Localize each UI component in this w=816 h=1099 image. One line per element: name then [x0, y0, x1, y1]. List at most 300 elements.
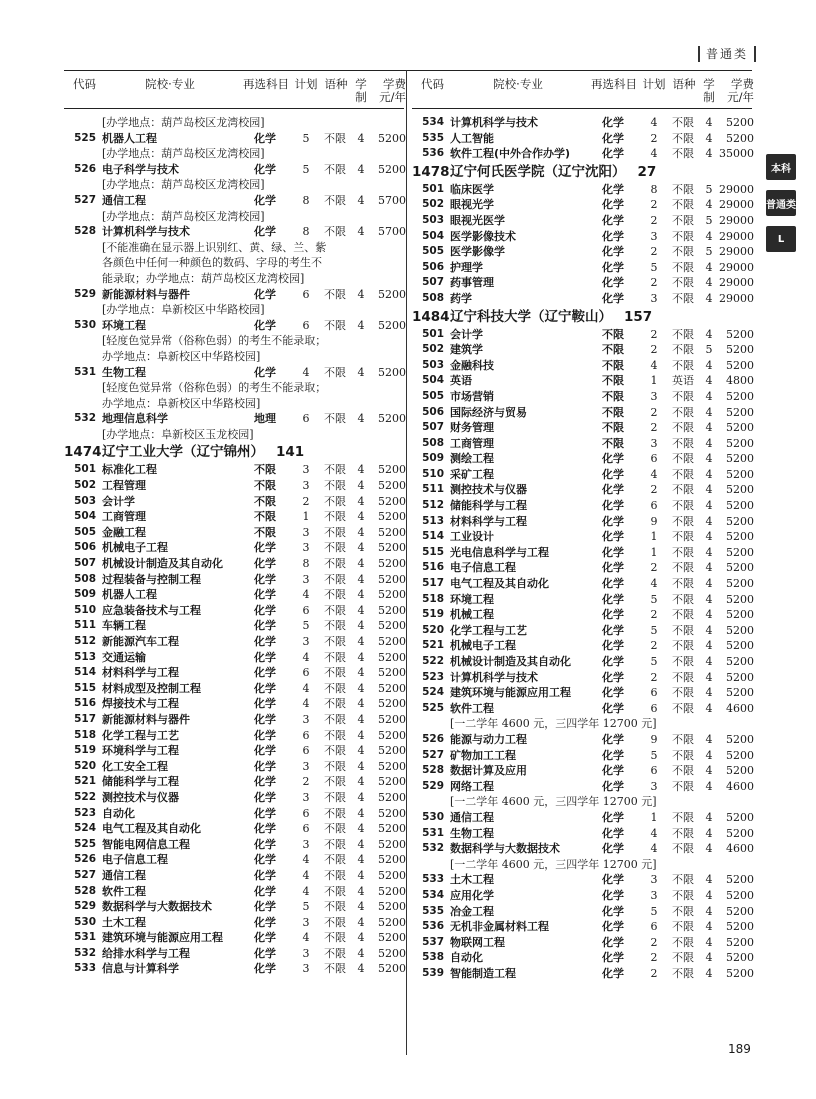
table-row: [64, 915, 404, 931]
major-name: 环境工程: [102, 318, 146, 332]
major-name: 会计学: [102, 494, 135, 508]
plan-count: 2: [650, 561, 658, 575]
major-name: 工商管理: [450, 436, 494, 450]
major-name: 应急装备技术与工程: [102, 603, 201, 617]
major-name: 材料成型及控制工程: [102, 681, 201, 695]
major-code: 531: [422, 826, 444, 839]
major-name: 机器人工程: [102, 588, 157, 602]
major-code: 507: [422, 421, 444, 434]
header-years: 学制: [703, 77, 715, 104]
required-subject: 化学: [254, 744, 276, 758]
plan-count: 5: [650, 623, 658, 637]
study-years: 4: [705, 935, 713, 949]
required-subject: 化学: [602, 842, 624, 856]
table-row: [412, 638, 752, 654]
plan-count: 4: [302, 931, 310, 945]
study-years: 4: [705, 291, 713, 305]
plan-count: 3: [650, 888, 658, 902]
row-note: [一二学年 4600 元，三四学年 12700 元]: [450, 717, 657, 731]
column-header: [412, 78, 752, 109]
table-row: [412, 482, 752, 498]
tuition-fee: 5200: [726, 530, 754, 544]
major-name: 机械电子工程: [102, 541, 168, 555]
plan-count: 4: [302, 697, 310, 711]
table-row: [412, 405, 752, 421]
table-row: [412, 810, 752, 826]
required-subject: 化学: [254, 619, 276, 633]
table-row: [412, 763, 752, 779]
plan-count: 3: [302, 463, 310, 477]
language: 不限: [672, 291, 694, 305]
plan-count: 2: [650, 213, 658, 227]
language: 不限: [672, 701, 694, 715]
plan-count: 1: [650, 545, 658, 559]
plan-count: 3: [302, 837, 310, 851]
language: 不限: [324, 131, 346, 145]
required-subject: 化学: [254, 650, 276, 664]
table-row: [412, 229, 752, 245]
tuition-fee: 5200: [378, 681, 406, 695]
required-subject: 化学: [254, 131, 276, 145]
tuition-fee: 5200: [726, 655, 754, 668]
study-years: 4: [357, 806, 365, 820]
major-name: 国际经济与贸易: [450, 405, 527, 419]
tuition-fee: 5200: [726, 327, 754, 341]
major-code: 514: [422, 530, 444, 543]
tuition-fee: 5200: [378, 712, 406, 726]
major-code: 511: [74, 619, 96, 632]
study-years: 4: [357, 946, 365, 960]
major-code: 535: [422, 904, 444, 917]
study-years: 4: [705, 147, 713, 161]
header-language: 语种: [324, 77, 348, 91]
plan-count: 3: [302, 525, 310, 539]
study-years: 4: [705, 577, 713, 591]
plan-count: 3: [302, 962, 310, 976]
plan-count: 3: [302, 635, 310, 648]
header-years: 学制: [355, 77, 367, 104]
study-years: 4: [705, 686, 713, 700]
tuition-fee: 5200: [378, 635, 406, 648]
plan-count: 3: [650, 291, 658, 305]
language: 不限: [324, 822, 346, 836]
header-subject: 再选科目: [243, 77, 289, 91]
plan-count: 6: [302, 822, 310, 836]
tuition-fee: 5200: [378, 759, 406, 773]
language: 不限: [672, 260, 694, 274]
major-name: 护理学: [450, 260, 483, 274]
major-code: 511: [422, 483, 444, 496]
study-years: 4: [705, 530, 713, 544]
study-years: 4: [705, 904, 713, 918]
table-row: [64, 930, 404, 946]
table-row: [412, 904, 752, 920]
table-row: [412, 275, 752, 291]
table-row: [412, 685, 752, 701]
major-code: 517: [422, 577, 444, 590]
required-subject: 不限: [254, 463, 276, 477]
required-subject: 化学: [602, 904, 624, 918]
major-name: 生物工程: [450, 826, 494, 840]
table-row: [64, 728, 404, 744]
plan-count: 6: [302, 412, 310, 426]
table-row: [64, 603, 404, 619]
major-name: 英语: [450, 374, 472, 388]
major-code: 528: [74, 225, 96, 238]
major-name: 工商管理: [102, 510, 146, 524]
study-years: 4: [357, 790, 365, 804]
required-subject: 化学: [254, 666, 276, 680]
table-row: [64, 884, 404, 900]
language: 不限: [324, 915, 346, 929]
study-years: 4: [357, 650, 365, 664]
language: 不限: [324, 588, 346, 602]
header-name: 院校·专业: [145, 77, 195, 91]
major-code: 505: [422, 389, 444, 402]
major-code: 515: [74, 681, 96, 694]
school-total: 27: [637, 163, 657, 180]
required-subject: 化学: [254, 557, 276, 571]
table-row: [412, 260, 752, 276]
language: 不限: [672, 245, 694, 259]
required-subject: 化学: [602, 608, 624, 622]
plan-count: 8: [302, 557, 310, 571]
table-row: [64, 525, 404, 541]
table-row: [412, 576, 752, 592]
study-years: 4: [705, 389, 713, 403]
language: 不限: [324, 525, 346, 539]
required-subject: 化学: [602, 873, 624, 887]
major-code: 532: [74, 412, 96, 425]
plan-count: 4: [650, 842, 658, 856]
plan-count: 4: [650, 826, 658, 840]
table-row: [64, 790, 404, 806]
header-plan: 计划: [642, 77, 666, 91]
major-code: 526: [74, 853, 96, 866]
major-code: 523: [74, 806, 96, 819]
language: 不限: [672, 131, 694, 145]
major-name: 材料科学与工程: [102, 666, 179, 680]
required-subject: 化学: [602, 452, 624, 466]
tuition-fee: 5200: [726, 577, 754, 591]
major-code: 512: [422, 499, 444, 512]
row-note: [办学地点：阜新校区中华路校园]: [102, 303, 265, 317]
tuition-fee: 4600: [726, 842, 754, 856]
language: 不限: [324, 790, 346, 804]
language: 不限: [324, 837, 346, 851]
major-code: 513: [74, 650, 96, 663]
school-heading: [412, 307, 752, 327]
required-subject: 化学: [602, 639, 624, 653]
tuition-fee: 5200: [378, 962, 406, 976]
table-row: [64, 837, 404, 853]
plan-count: 2: [650, 276, 658, 290]
required-subject: 化学: [602, 701, 624, 715]
plan-count: 3: [650, 229, 658, 243]
school-name: 辽宁科技大学（辽宁鞍山）: [450, 308, 612, 325]
study-years: 4: [705, 483, 713, 497]
required-subject: 化学: [254, 853, 276, 867]
major-name: 人工智能: [450, 131, 494, 145]
language: 不限: [672, 639, 694, 653]
major-code: 515: [422, 545, 444, 558]
tuition-fee: 5200: [726, 131, 754, 145]
table-row: [64, 868, 404, 884]
language: 不限: [672, 514, 694, 528]
language: 不限: [324, 619, 346, 633]
tuition-fee: 35000: [719, 147, 754, 161]
study-years: 4: [705, 966, 713, 980]
required-subject: 化学: [602, 592, 624, 606]
tuition-fee: 5200: [726, 732, 754, 746]
tuition-fee: 29000: [719, 245, 754, 259]
plan-count: 5: [650, 260, 658, 274]
language: 不限: [324, 318, 346, 332]
major-code: 507: [422, 276, 444, 289]
major-name: 药事管理: [450, 276, 494, 290]
table-row: [64, 759, 404, 775]
table-row: [412, 146, 752, 162]
plan-count: 6: [302, 744, 310, 758]
study-years: 4: [705, 701, 713, 715]
plan-count: 3: [302, 712, 310, 726]
language: 不限: [672, 483, 694, 497]
study-years: 4: [357, 162, 365, 176]
major-code: 534: [422, 116, 444, 128]
major-name: 储能科学与工程: [102, 775, 179, 789]
language: 不限: [672, 873, 694, 887]
major-code: 517: [74, 712, 96, 725]
language: 不限: [672, 951, 694, 965]
major-name: 通信工程: [102, 193, 146, 207]
major-name: 工程管理: [102, 479, 146, 493]
study-years: 5: [705, 213, 713, 227]
table-row: [412, 950, 752, 966]
required-subject: 化学: [602, 291, 624, 305]
plan-count: 1: [650, 810, 658, 824]
major-name: 医学影像技术: [450, 229, 516, 243]
required-subject: 化学: [602, 951, 624, 965]
major-code: 533: [74, 962, 96, 975]
tuition-fee: 5200: [726, 592, 754, 606]
page-number: 189: [728, 1042, 751, 1056]
school-code: 1478: [412, 163, 450, 180]
required-subject: 化学: [254, 712, 276, 726]
major-name: 能源与动力工程: [450, 732, 527, 746]
table-row: [412, 779, 752, 795]
side-tabs: [766, 154, 796, 262]
study-years: 4: [705, 920, 713, 934]
required-subject: 化学: [602, 935, 624, 949]
language: 不限: [672, 888, 694, 902]
major-code: 504: [74, 510, 96, 523]
table-row: [64, 946, 404, 962]
required-subject: 不限: [602, 436, 624, 450]
study-years: 5: [705, 343, 713, 357]
header-language: 语种: [672, 77, 696, 91]
study-years: 4: [357, 557, 365, 571]
language: 不限: [672, 810, 694, 824]
tuition-fee: 29000: [719, 260, 754, 274]
major-code: 502: [422, 343, 444, 356]
required-subject: 化学: [602, 483, 624, 497]
required-subject: 化学: [254, 193, 276, 207]
tuition-fee: 5200: [378, 775, 406, 789]
side-tab-general: 普通类: [766, 190, 796, 216]
tuition-fee: 5200: [726, 499, 754, 513]
table-row: [412, 560, 752, 576]
table-row: [412, 529, 752, 545]
major-name: 测绘工程: [450, 452, 494, 466]
major-name: 数据科学与大数据技术: [450, 842, 560, 856]
major-name: 物联网工程: [450, 935, 505, 949]
major-code: 527: [74, 868, 96, 881]
required-subject: 化学: [254, 603, 276, 617]
study-years: 4: [705, 826, 713, 840]
major-code: 519: [74, 744, 96, 757]
tuition-fee: 5700: [378, 225, 406, 239]
tuition-fee: 5200: [726, 623, 754, 637]
study-years: 4: [705, 499, 713, 513]
study-years: 5: [705, 245, 713, 259]
major-name: 化学工程与工艺: [102, 728, 179, 742]
side-tab-letter: L: [766, 226, 796, 252]
plan-count: 2: [650, 131, 658, 145]
major-code: 534: [422, 888, 444, 901]
required-subject: 化学: [602, 545, 624, 559]
row-note: [办学地点：阜新校区玉龙校园]: [102, 427, 254, 441]
plan-count: 5: [302, 900, 310, 914]
location-note: [办学地点：葫芦岛校区龙湾校园]: [102, 116, 265, 129]
plan-count: 2: [650, 966, 658, 980]
tuition-fee: 5200: [726, 116, 754, 129]
required-subject: 不限: [254, 510, 276, 524]
language: 不限: [672, 655, 694, 668]
language: 不限: [324, 193, 346, 207]
language: 不限: [672, 748, 694, 762]
tuition-fee: 5200: [726, 904, 754, 918]
major-name: 土木工程: [450, 873, 494, 887]
tuition-fee: 5200: [726, 748, 754, 762]
required-subject: 化学: [602, 198, 624, 212]
table-row: [64, 365, 404, 381]
required-subject: 化学: [602, 810, 624, 824]
required-subject: 化学: [602, 147, 624, 161]
required-subject: 不限: [602, 374, 624, 388]
study-years: 4: [705, 421, 713, 435]
required-subject: 化学: [254, 775, 276, 789]
language: 不限: [324, 650, 346, 664]
tuition-fee: 5200: [378, 790, 406, 804]
required-subject: 地理: [254, 412, 276, 426]
major-name: 光电信息科学与工程: [450, 545, 549, 559]
plan-count: 2: [650, 608, 658, 622]
study-years: 4: [705, 436, 713, 450]
plan-count: 2: [650, 639, 658, 653]
study-years: 4: [357, 931, 365, 945]
tuition-fee: 5200: [378, 915, 406, 929]
required-subject: 化学: [602, 764, 624, 778]
major-name: 测控技术与仪器: [450, 483, 527, 497]
language: 不限: [672, 623, 694, 637]
tuition-fee: 5200: [378, 853, 406, 867]
plan-count: 1: [650, 530, 658, 544]
table-row: [412, 358, 752, 374]
study-years: 4: [357, 603, 365, 617]
tuition-fee: 5200: [726, 826, 754, 840]
major-name: 金融工程: [102, 525, 146, 539]
table-row: [64, 509, 404, 525]
table-row: [412, 451, 752, 467]
study-years: 4: [357, 759, 365, 773]
plan-count: 2: [650, 483, 658, 497]
major-code: 536: [422, 920, 444, 933]
tuition-fee: 4800: [726, 374, 754, 388]
table-row: [412, 545, 752, 561]
study-years: 4: [705, 405, 713, 419]
major-code: 506: [422, 260, 444, 273]
row-note: [不能准确在显示器上识别红、黄、绿、兰、紫各颜色中任何一种颜色的数码、字母的考生不能录取；办学地点：葫芦岛校区龙湾校园]: [102, 240, 327, 285]
major-name: 智能电网信息工程: [102, 837, 190, 851]
school-heading: [412, 162, 752, 182]
major-name: 软件工程(中外合作办学): [450, 147, 571, 161]
table-row: [64, 821, 404, 837]
study-years: 4: [357, 572, 365, 586]
table-row: [64, 556, 404, 572]
language: 不限: [672, 592, 694, 606]
major-name: 化工安全工程: [102, 759, 168, 773]
required-subject: 化学: [602, 276, 624, 290]
table-row: [64, 572, 404, 588]
language: 不限: [324, 365, 346, 379]
study-years: 5: [705, 182, 713, 196]
language: 不限: [672, 452, 694, 466]
major-name: 标准化工程: [102, 463, 157, 477]
tuition-fee: 5200: [378, 806, 406, 820]
study-years: 4: [357, 541, 365, 555]
table-row: [412, 670, 752, 686]
major-code: 530: [74, 318, 96, 331]
school-heading: [64, 442, 404, 462]
header-plan: 计划: [294, 77, 318, 91]
plan-count: 1: [650, 374, 658, 388]
required-subject: 化学: [254, 541, 276, 555]
tuition-fee: 5200: [378, 588, 406, 602]
plan-count: 9: [650, 732, 658, 746]
plan-count: 2: [650, 343, 658, 357]
study-years: 4: [357, 712, 365, 726]
required-subject: 化学: [254, 287, 276, 301]
tuition-fee: 5200: [726, 514, 754, 528]
major-code: 506: [74, 541, 96, 554]
table-row: [412, 389, 752, 405]
major-code: 518: [422, 592, 444, 605]
right-rows-1: [412, 182, 752, 307]
plan-count: 2: [302, 494, 310, 508]
language: 不限: [324, 728, 346, 742]
header-name: 院校·专业: [493, 77, 543, 91]
major-code: 505: [74, 525, 96, 538]
language: 不限: [672, 920, 694, 934]
language: 不限: [324, 775, 346, 789]
tuition-fee: 5200: [726, 467, 754, 481]
table-row: [64, 774, 404, 790]
study-years: 4: [705, 764, 713, 778]
major-name: 财务管理: [450, 421, 494, 435]
table-row: [412, 654, 752, 670]
major-code: 531: [74, 365, 96, 378]
tuition-fee: 5200: [378, 619, 406, 633]
